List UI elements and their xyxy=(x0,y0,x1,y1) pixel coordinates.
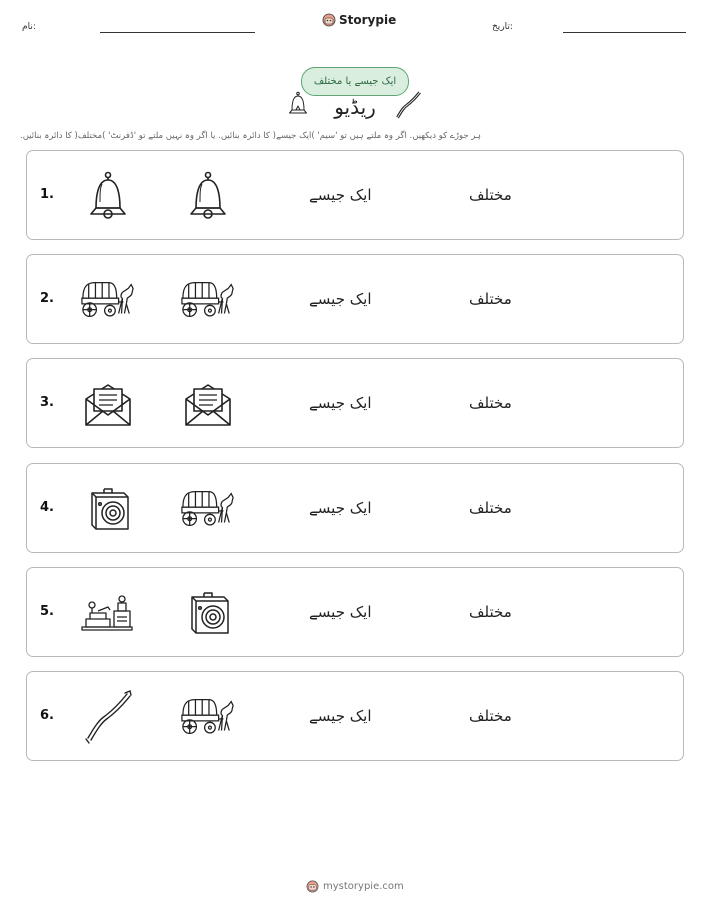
worksheet-type-badge: ایک جیسے یا مختلف xyxy=(301,67,409,96)
speaker-icon xyxy=(180,585,236,641)
option-same[interactable]: ایک جیسے xyxy=(309,707,372,725)
question-number: 3. xyxy=(40,395,54,410)
wagon-icon xyxy=(180,272,236,328)
speaker-icon xyxy=(80,481,136,537)
date-label: تاریخ: xyxy=(492,22,513,32)
option-same[interactable]: ایک جیسے xyxy=(309,290,372,308)
cable-icon xyxy=(80,689,136,745)
question-row xyxy=(26,567,684,657)
storypie-mascot-icon xyxy=(306,880,319,893)
storypie-mascot-icon xyxy=(322,13,336,27)
worksheet-title: ریڈیو xyxy=(334,95,376,119)
question-row xyxy=(26,671,684,761)
name-line[interactable] xyxy=(100,32,255,33)
wagon-icon xyxy=(180,689,236,745)
bell-icon xyxy=(80,168,136,224)
option-different[interactable]: مختلف xyxy=(469,499,512,517)
option-different[interactable]: مختلف xyxy=(469,707,512,725)
question-number: 6. xyxy=(40,708,54,723)
name-label: نام: xyxy=(22,22,36,32)
question-number: 4. xyxy=(40,500,54,515)
bell-icon xyxy=(180,168,236,224)
option-different[interactable]: مختلف xyxy=(469,290,512,308)
title-cable-icon xyxy=(394,90,422,124)
option-different[interactable]: مختلف xyxy=(469,603,512,621)
envelope-icon xyxy=(180,376,236,432)
option-same[interactable]: ایک جیسے xyxy=(309,603,372,621)
question-row xyxy=(26,358,684,448)
question-number: 2. xyxy=(40,291,54,306)
footer-url: mystorypie.com xyxy=(323,881,404,892)
option-same[interactable]: ایک جیسے xyxy=(309,394,372,412)
date-line[interactable] xyxy=(563,32,686,33)
question-number: 1. xyxy=(40,187,54,202)
logo-text: Storypie xyxy=(339,13,397,27)
title-bell-icon xyxy=(285,90,311,122)
option-same[interactable]: ایک جیسے xyxy=(309,186,372,204)
question-row xyxy=(26,150,684,240)
question-row xyxy=(26,463,684,553)
instructions-text: ہر جوڑے کو دیکھیں. اگر وہ ملتے ہیں تو 'سیم' )ایک جیسے( کا دائرہ بنائیں. یا اگر وہ نہیں ملتے تو 'ڈفرنٹ' )مختلف( کا دائرہ بنائیں. xyxy=(20,131,481,141)
envelope-icon xyxy=(80,376,136,432)
wagon-icon xyxy=(80,272,136,328)
telegraph-icon xyxy=(80,585,136,641)
option-different[interactable]: مختلف xyxy=(469,186,512,204)
question-number: 5. xyxy=(40,604,54,619)
option-same[interactable]: ایک جیسے xyxy=(309,499,372,517)
option-different[interactable]: مختلف xyxy=(469,394,512,412)
logo xyxy=(322,13,396,27)
wagon-icon xyxy=(180,481,236,537)
footer xyxy=(306,880,404,893)
question-row xyxy=(26,254,684,344)
